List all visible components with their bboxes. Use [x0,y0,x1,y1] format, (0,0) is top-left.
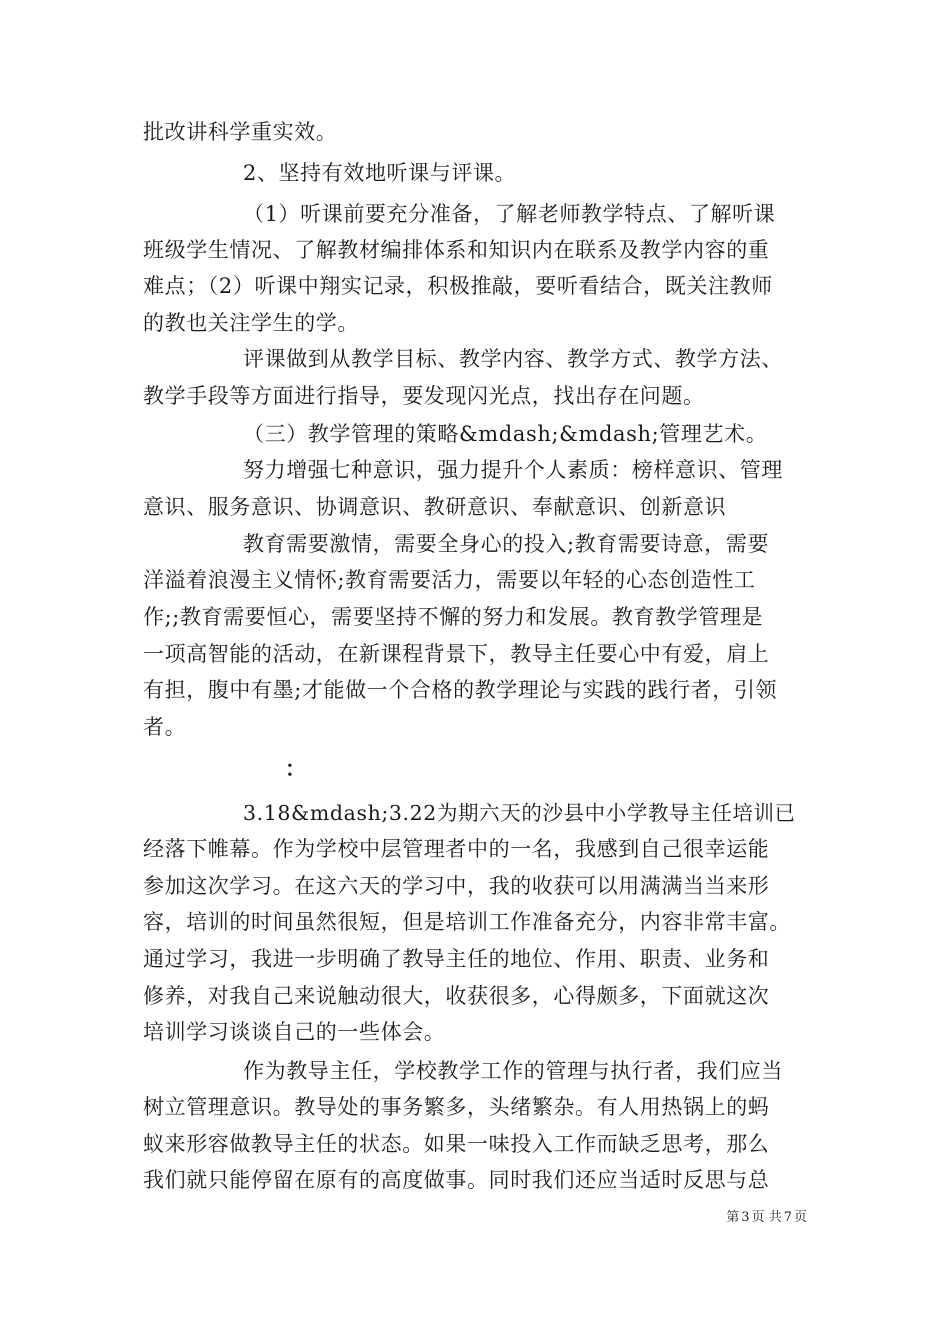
text-line: 容，培训的时间虽然很短，但是培训工作准备充分，内容非常丰富。 [143,910,791,934]
text-line: 的教也关注学生的学。 [143,311,359,335]
total-page-number: 7 [783,1210,792,1225]
text-line: 教学手段等方面进行指导，要发现闪光点，找出存在问题。 [143,384,705,408]
footer-prefix: 第 [726,1210,740,1225]
text-line: （1）听课前要充分准备，了解老师教学特点、了解听课 [243,202,776,226]
footer-suffix: 页 [793,1210,807,1225]
text-line: 蚁来形容做教导主任的状态。如果一味投入工作而缺乏思考，那么 [143,1132,770,1156]
text-line: 我们就只能停留在原有的高度做事。同时我们还应当适时反思与总 [143,1168,770,1192]
page-footer [0,1206,808,1225]
text-line: 有担，腹中有墨;才能做一个合格的教学理论与实践的践行者，引领 [143,678,778,702]
text-line: 作为教导主任，学校教学工作的管理与执行者，我们应当 [243,1059,783,1083]
text-line: 意识、服务意识、协调意识、教研意识、奉献意识、创新意识 [143,495,727,519]
current-page-number: 3 [741,1210,750,1225]
text-line: 2、坚持有效地听课与评课。 [243,161,517,185]
text-line: 培训学习谈谈自己的一些体会。 [143,1020,446,1044]
text-line: 者。 [143,715,187,739]
text-line: 评课做到从教学目标、教学内容、教学方式、教学方法、 [243,347,783,371]
text-line: 通过学习，我进一步明确了教导主任的地位、作用、职责、业务和 [143,947,770,971]
text-line: 树立管理意识。教导处的事务繁多，头绪繁杂。有人用热锅上的蚂 [143,1095,770,1119]
text-line: 教育需要激情，需要全身心的投入;教育需要诗意，需要 [243,532,770,556]
text-line: 努力增强七种意识，强力提升个人素质：榜样意识、管理 [243,458,783,482]
text-line: 难点；（2）听课中翔实记录，积极推敲，要听看结合，既关注教师 [143,274,773,298]
text-line: 一项高智能的活动，在新课程背景下，教导主任要心中有爱，肩上 [143,642,770,666]
text-line: ： [285,756,307,781]
text-line: 参加这次学习。在这六天的学习中，我的收获可以用满满当当来形 [143,874,770,898]
text-line: （三）教学管理的策略&mdash;&mdash;管理艺术。 [243,422,768,446]
text-line: 修养，对我自己来说触动很大，收获很多，心得颇多，下面就这次 [143,984,770,1008]
text-line: 洋溢着浪漫主义情怀;教育需要活力，需要以年轻的心态创造性工 [143,568,756,592]
text-line: 批改讲科学重实效。 [143,120,338,144]
text-line: 经落下帷幕。作为学校中层管理者中的一名，我感到自己很幸运能 [143,837,770,861]
text-line: 3.18&mdash;3.22为期六天的沙县中小学教导主任培训已 [243,801,796,825]
text-line: 班级学生情况、了解教材编排体系和知识内在联系及教学内容的重 [143,238,770,262]
text-line: 作;;教育需要恒心，需要坚持不懈的努力和发展。教育教学管理是 [143,605,764,629]
footer-middle: 页 共 [751,1210,782,1225]
